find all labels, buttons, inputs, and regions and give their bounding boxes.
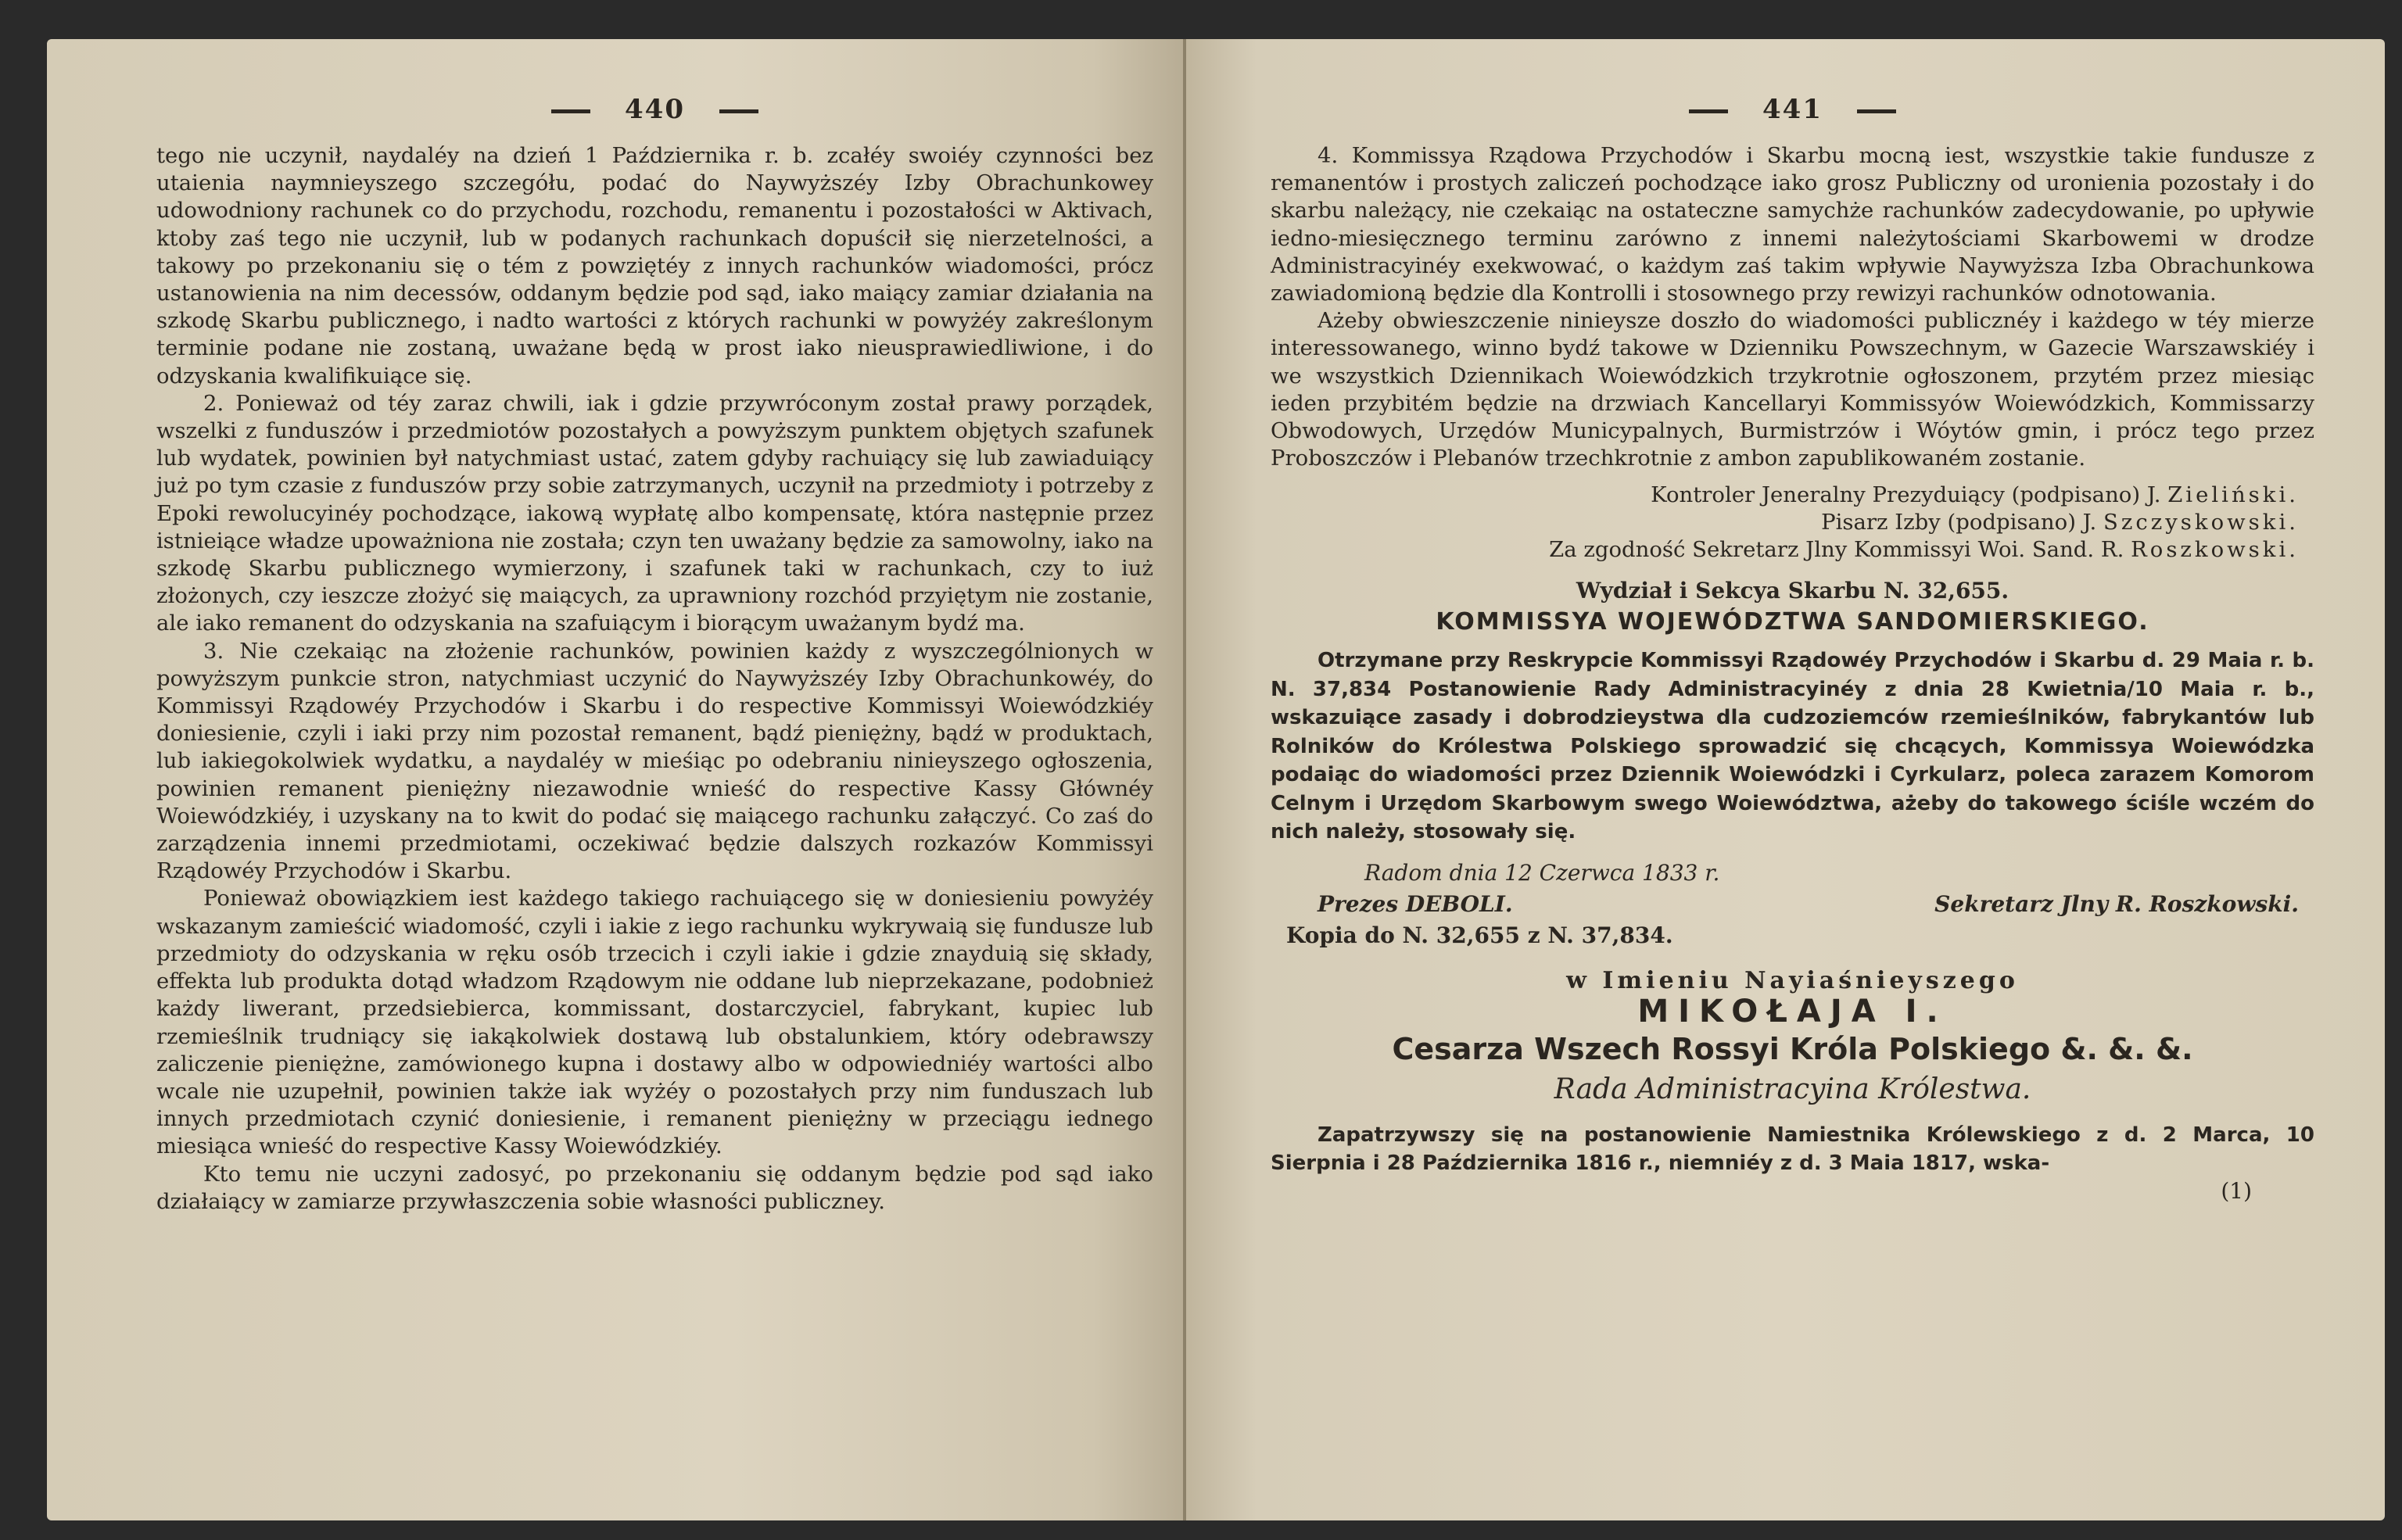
notice-block [1271,646,2314,847]
paragraph: Ażeby obwieszczenie ninieysze doszło do wiadomości publicznéy i każdego w téy mierze interessowanego, winno bydź takowe w Dzienniku Powszechnym, w Gazecie Warszawskiéy i we wszystkich Dziennikach Woiewódzkich trzykrotnie ogłoszonem, przytém przez miesiąc ieden przybitém będzie na drzwiach Kancellaryi Kommissyów Woiewódzkich, Kommissarzy Obwodowych, Urzędów Municypalnych, Burmistrzów i Wóytów gmin, i prócz tego przez Proboszczów i Plebanów trzechkrotnie z ambon zapublikowaném zostanie. [1271,308,2314,471]
paragraph: tego nie uczynił, naydaléy na dzień 1 Października r. b. zcałéy swoiéy czynności bez utaienia naymnieyszego szczegółu, podać do Naywyższéy Izby Obrachunkowey udowodniony rachunek co do przychodu, rozchodu, remanentu i pozostałości w Aktivach, ktoby zaś tego nie uczynił, lub w podanych rachunkach dopuścił się nierzetelności, a takowy po przekonaniu się o tém z powziętéy z innych rachunków wiadomości, prócz ustanowienia na nim decessów, oddanym będzie pod sąd, iako maiący zamiar działania na szkodę Skarbu publicznego, i nadto wartości z których rachunki w powyżéy zakreślonym terminie podane nie zostaną, uważane będą w prost iako nieusprawiedliwione, i do odzyskania kwalifikuiące się. [156,143,1153,389]
signature-line: Pisarz Izby (podpisano) J. Szczyskowski. [1821,510,2299,535]
department-line: Wydział i Sekcya Skarbu N. 32,655. [1576,578,2009,604]
page-number-left: 440 [156,94,1153,125]
left-page [47,39,1185,1520]
paragraph: Zapatrzywszy się na postanowienie Namiestnika Królewskiego z d. 2 Marca, 10 Sierpnia i 28 Października 1816 r., niemniéy z d. 3 Maia 1817, wska- [1271,1123,2314,1176]
book-spread [47,39,2385,1520]
signature-block [1271,482,2299,564]
closing-block [1271,1121,2314,1178]
paragraph: Ponieważ obowiązkiem iest każdego takiego rachuiącego się w doniesieniu powyżéy wskazanym zamieścić wiadomość, czyli i iakie z iego rachunku wykrywaią się fundusze lub przedmioty do odzyskania w ręku osób trzecich i czyli iakie i gdzie znayduią się składy, effekta lub produkta dotąd władzom Rządowym nie oddane lub nieprzekazane, podobnież każdy liwerant, przedsiebierca, kommissant, dostarczyciel, fabrykant, kupiec lub rzemieślnik trudniący się iakąkolwiek dostawą lub obstalunkiem, który odebrawszy zaliczenie pieniężne, zamówionego kupna i dostawy albo w odpowiedniéy wartości albo wcale nie uzupełnił, powinien także iak wyżéy o pozostałych przy nim funduszach lub innych przedmiotach czynić doniesienie, i remanent pieniężny w przeciągu iednego miesiąca wnieść do respective Kassy Woiewódzkiéy. [156,886,1153,1159]
paragraph: 3. Nie czekaiąc na złożenie rachunków, powinien każdy z wyszczególnionych w powyższym punkcie stron, natychmiast uczynić do Naywyższéy Izby Obrachunkowéy, do Kommissyi Rządowéy Przychodów i Skarbu i do respective Kommissyi Woiewódzkiéy doniesienie, czyli i iaki przy nim pozostał remanent, bądź pieniężny, bądź w produktach, lub iakiegokolwiek wydatku, a naydaléy w mieśiąc po odebraniu ninieyszego ogłoszenia, powinien remanent pieniężny niezawodnie wnieść do respective Kassy Głównéy Woiewódzkiéy, i uzyskany na to kwit do podać się maiącego rachunku załączyć. Co zaś do zarządzenia innemi przedmiotami, oczekiwać będzie dalszych rozkazów Kommissyi Rządowéy Przychodów i Skarbu. [156,638,1153,884]
gutter-shadow [1185,39,1186,1520]
commission-title: KOMMISSYA WOJEWÓDZTWA SANDOMIERSKIEGO. [1436,608,2149,636]
secretary: Sekretarz Jlny R. Roszkowski. [1934,890,2299,917]
copy-line: Kopia do N. 32,655 z N. 37,834. [1286,922,1673,948]
in-the-name-line: w Imieniu Nayiaśnieyszego [1566,966,2019,994]
paragraph: 2. Ponieważ od téy zaraz chwili, iak i gdzie przywróconym został prawy porządek, wszelki z funduszów i przedmiotów pozostałych a powyższym punktem objętych szafunek lub wydatek, powinien był natychmiast ustać, zatem gdyby rachuiący się lub zawiaduiący już po tym czasie z funduszów przy sobie zatrzymanych, uczynił na przedmioty i potrzeby z Epoki rewolucyinéy pochodzące, iakową wypłatę albo kompensatę, która następnie przez istnieiące władze upoważniona nie została; czyn ten uważany będzie za samowolny, iako na szkodę Skarbu publicznego wymierzony, i szafunek taki w rachunkach, czy to iuż złożonych, czy ieszcze złożyć się maiących, za uprawniony rozchód przyiętym nie zostanie, ale iako remanent do odzyskania na szafuiącym i biorącym uważanym bydź ma. [156,390,1153,636]
president: Prezes DEBOLI. [1318,890,1513,917]
monarch-name: MIKOŁAJA I. [1637,993,1948,1030]
signature-mark: (1) [2221,1177,2252,1204]
left-body-text [156,142,1153,1216]
page-number-right: 441 [1271,94,2314,125]
right-page [1185,39,2385,1520]
council-title: Rada Administracyina Królestwa. [1554,1073,2031,1105]
right-body-text [1271,142,2314,472]
paragraph: Otrzymane przy Reskrypcie Kommissyi Rządowéy Przychodów i Skarbu d. 29 Maia r. b. N. 37,834 Postanowienie Rady Administracyinéy z dnia 28 Kwietnia/10 Maia r. b., wskazuiące zasady i dobrodzieystwa dla cudzoziemców rzemieślników, fabrykantów lub Rolników do Królestwa Polskiego sprowadzić się chcących, Kommissya Woiewódzka podaiąc do wiadomości przez Dziennik Woiewódzki i Cyrkularz, poleca zarazem Komorom Celnym i Urzędom Skarbowym swego Woiewództwa, ażeby do takowego ściśle wczém do nich należy, stosowały się. [1271,649,2314,844]
paragraph: Kto temu nie uczyni zadosyć, po przekonaniu się oddanym będzie pod sąd iako działaiący w zamiarze przywłaszczenia sobie własności publiczney. [156,1161,1153,1214]
monarch-title: Cesarza Wszech Rossyi Króla Polskiego &. &. &. [1392,1031,2193,1066]
paragraph: 4. Kommissya Rządowa Przychodów i Skarbu mocną iest, wszystkie takie fundusze z remanentów i prostych zaliczeń pochodzące iako grosz Publiczny od uronienia pozostały i do skarbu należący, nie czekaiąc na ostateczne samychże rachunków zadecydowanie, po upływie iedno-miesięcznego terminu zarówno z innemi należytościami Skarbowemi w drodze Administracyinéy exekwować, o każdym zaś takim wpływie Naywyższa Izba Obrachunkowa zawiadomioną będzie dla Kontrolli i stosownego przy rewizyi rachunków odnotowania. [1271,143,2314,306]
date-line: Radom dnia 12 Czerwca 1833 r. [1364,859,1720,886]
signature-line: Za zgodność Sekretarz Jlny Kommissyi Woi. Sand. R. Roszkowski. [1549,537,2299,563]
date-block [1271,858,2314,951]
signature-line: Kontroler Jeneralny Prezyduiący (podpisano) J. Zieliński. [1651,482,2299,508]
